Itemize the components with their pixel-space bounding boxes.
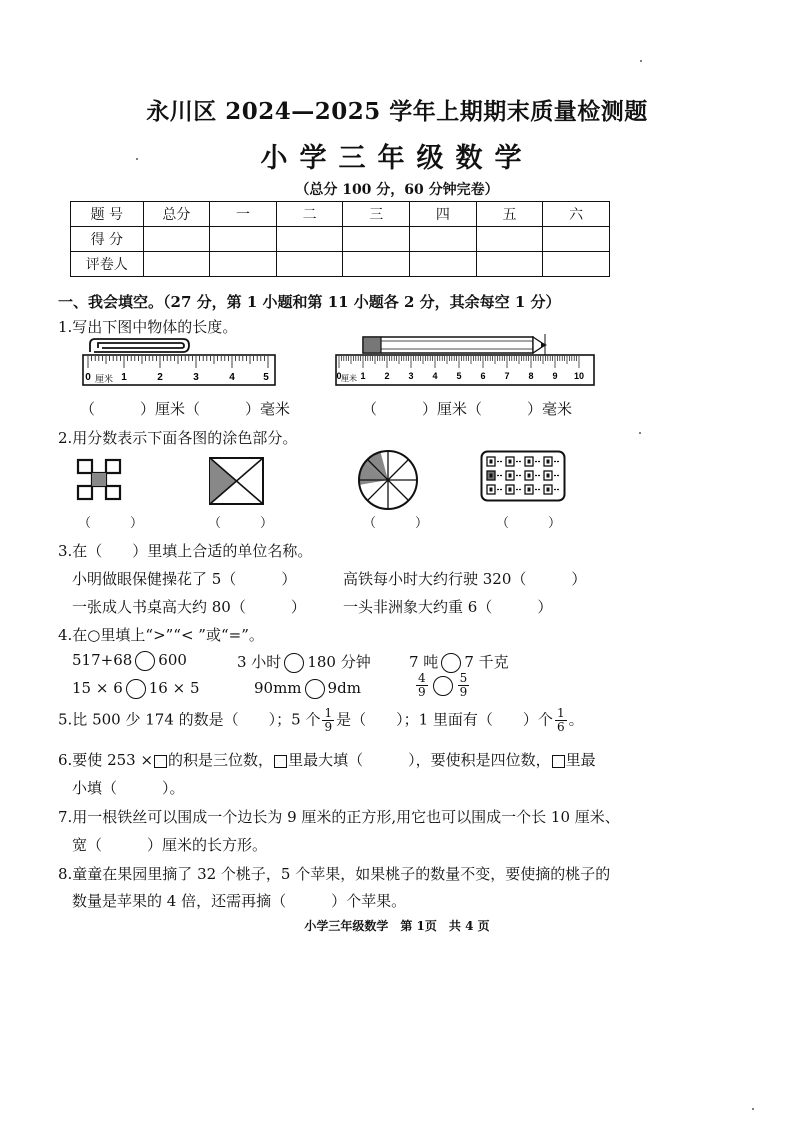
- ruler-2-tick-label: 4: [432, 371, 438, 381]
- ruler-2-tick-label: 0: [336, 371, 342, 381]
- ruler-2-tick-label: 8: [528, 371, 534, 381]
- question-6-line2[interactable]: 小填（ ）。: [72, 779, 185, 797]
- scan-speck: [639, 432, 641, 434]
- scan-speck: [640, 60, 642, 62]
- score-cell[interactable]: [343, 227, 410, 252]
- q4-compare-a: [72, 651, 187, 671]
- ruler-2-tick-label: 9: [552, 371, 558, 381]
- compare-circle[interactable]: [305, 679, 325, 699]
- grader-cell[interactable]: [343, 252, 410, 277]
- grader-cell[interactable]: [410, 252, 477, 277]
- q2-blank-4[interactable]: （ ）: [496, 516, 562, 531]
- score-header: 五: [476, 202, 543, 227]
- question-6[interactable]: 6.要使 253 × 的积是三位数， 里最大填（ ），要使积是四位数， 里最: [58, 751, 596, 769]
- grid-cell-mark: [547, 488, 550, 492]
- score-row-label: 得 分: [71, 227, 144, 252]
- compare-circle[interactable]: [441, 653, 461, 673]
- q2-blank-2[interactable]: （ ）: [208, 516, 274, 531]
- ruler-1-tick-label: 5: [263, 372, 269, 383]
- blank-box: [552, 755, 565, 768]
- ruler-1-tick-label: 1: [121, 372, 127, 383]
- fraction: $\frac{1}{9}$: [324, 706, 333, 734]
- q4-a-left: 517+68: [72, 651, 133, 669]
- question-8: 8.童童在果园里摘了 32 个桃子，5 个苹果，如果桃子的数量不变，要使摘的桃子的: [58, 865, 611, 883]
- score-cell[interactable]: [543, 227, 610, 252]
- grader-row-label: 评卷人: [71, 252, 144, 277]
- exam-note: （总分 100 分，60 分钟完卷）: [295, 182, 499, 198]
- ruler-2-tick-label: 1: [360, 371, 366, 381]
- blank-box: [274, 755, 287, 768]
- q4-compare-e: [254, 679, 361, 699]
- q4-d-left: 15 × 6: [72, 679, 123, 697]
- question-2: 2.用分数表示下面各图的涂色部分。: [58, 429, 298, 447]
- grader-cell[interactable]: [476, 252, 543, 277]
- question-1: 1.写出下图中物体的长度。: [58, 318, 238, 336]
- grid-cell-mark: [528, 474, 531, 478]
- score-header: 三: [343, 202, 410, 227]
- score-header: 二: [276, 202, 343, 227]
- ruler-2-tick-label: 5: [456, 371, 462, 381]
- q1-answer-1[interactable]: （ ）厘米（ ）毫米: [80, 400, 291, 418]
- q4-compare-b: [237, 651, 371, 673]
- shape-circle-figure: [355, 450, 421, 510]
- q1-answer-2[interactable]: （ ）厘米（ ）毫米: [362, 400, 573, 418]
- grid-cell-mark: [490, 488, 493, 492]
- page-footer: 小学三年级数学 第 1页 共 4 页: [304, 919, 490, 933]
- shape-squares-figure: [76, 458, 124, 502]
- ruler-1-tick-label: 0: [85, 372, 91, 383]
- q2-blank-3[interactable]: （ ）: [363, 516, 429, 531]
- score-cell[interactable]: [276, 227, 343, 252]
- shape-square-triangles-figure: [208, 456, 266, 506]
- compare-circle[interactable]: [135, 651, 155, 671]
- q4-b-left: 3 小时: [237, 653, 282, 671]
- exam-title: 永川区 2024—2025 学年上期期末质量检测题: [146, 98, 648, 125]
- ruler-2-tick-label: 10: [573, 371, 585, 381]
- q4-c-left: 7 吨: [409, 653, 439, 671]
- grid-cell-mark: [547, 474, 550, 478]
- q2-blank-1[interactable]: （ ）: [78, 516, 144, 531]
- grader-cell[interactable]: [210, 252, 277, 277]
- q3-item-d[interactable]: 一头非洲象大约重 6（ ）: [343, 598, 553, 616]
- ruler-pencil-figure: [333, 330, 598, 388]
- grid-cell-mark: [509, 460, 512, 464]
- grid-cell-mark: [490, 460, 493, 464]
- fraction: $\frac{5}{9}$: [459, 671, 468, 699]
- scan-speck: [752, 1108, 754, 1110]
- grid-cell-mark: [528, 460, 531, 464]
- grid-cell-mark: [490, 474, 493, 478]
- score-header: 四: [410, 202, 477, 227]
- ruler-2-tick-label: 3: [408, 371, 414, 381]
- ruler-paperclip-figure: [80, 336, 280, 388]
- pencil-icon: [363, 334, 547, 357]
- compare-circle[interactable]: [126, 679, 146, 699]
- ruler-2-tick-label: 2: [384, 371, 390, 381]
- question-4: 4.在○里填上“>”“< ”或“=”。: [58, 626, 264, 644]
- ruler-2-tick-label: 6: [480, 371, 486, 381]
- score-header: 六: [543, 202, 610, 227]
- grid-cell-mark: [509, 488, 512, 492]
- ruler-2-unit: 厘米: [341, 374, 357, 383]
- score-cell[interactable]: [210, 227, 277, 252]
- q4-e-right: 9dm: [327, 679, 361, 697]
- q4-e-left: 90mm: [254, 679, 302, 697]
- q3-item-a[interactable]: 小明做眼保健操花了 5（ ）: [72, 570, 297, 588]
- q3-item-c[interactable]: 一张成人书桌高大约 80（ ）: [72, 598, 306, 616]
- blank-box: [154, 755, 167, 768]
- q4-c-right: 7 千克: [464, 653, 509, 671]
- score-header: 总分: [143, 202, 210, 227]
- q4-b-right: 180 分钟: [307, 653, 371, 671]
- score-cell[interactable]: [143, 227, 210, 252]
- grid-cell-mark: [547, 460, 550, 464]
- compare-circle[interactable]: [433, 676, 453, 696]
- grader-cell[interactable]: [543, 252, 610, 277]
- question-7: 7.用一根铁丝可以围成一个边长为 9 厘米的正方形,用它也可以围成一个长 10 厘米、: [58, 808, 620, 826]
- ruler-1-tick-label: 4: [229, 372, 235, 383]
- section-1-heading: 一、我会填空。（27 分，第 1 小题和第 11 小题各 2 分，其余每空 1 分）: [58, 293, 561, 311]
- score-header: 一: [210, 202, 277, 227]
- q4-compare-c: [409, 651, 509, 673]
- fraction: $\frac{4}{9}$: [418, 671, 426, 699]
- exam-subtitle: 小学三年级数学: [260, 143, 534, 174]
- ruler-1-unit: 厘米: [95, 374, 114, 384]
- shape-grid-figure: [480, 450, 566, 502]
- score-header: 题 号: [71, 202, 144, 227]
- grid-cell-mark: [528, 488, 531, 492]
- q3-item-b[interactable]: 高铁每小时大约行驶 320（ ）: [343, 570, 587, 588]
- q4-d-right: 16 × 5: [148, 679, 200, 697]
- scan-speck: [136, 158, 138, 160]
- paperclip-icon: [90, 339, 189, 352]
- score-table: [70, 201, 610, 277]
- ruler-1-tick-label: 2: [157, 372, 163, 383]
- question-5[interactable]: 5.比 500 少 174 的数是（ ）；5 个 $\frac{1}{9}$ 是（ ）；1 里面有（ ）个 $\frac{1}{6}$ 。: [58, 706, 584, 734]
- grader-cell[interactable]: [276, 252, 343, 277]
- q4-compare-f: [414, 672, 471, 699]
- q4-a-right: 600: [158, 651, 187, 669]
- question-8-line2[interactable]: 数量是苹果的 4 倍，还需再摘（ ）个苹果。: [72, 892, 407, 910]
- score-cell[interactable]: [476, 227, 543, 252]
- fraction: $\frac{1}{6}$: [556, 706, 565, 734]
- compare-circle[interactable]: [284, 653, 304, 673]
- ruler-2-tick-label: 7: [504, 371, 510, 381]
- score-cell[interactable]: [410, 227, 477, 252]
- q4-compare-d: [72, 679, 200, 699]
- grid-cell-mark: [509, 474, 512, 478]
- ruler-1-tick-label: 3: [193, 372, 199, 383]
- question-3: 3.在（ ）里填上合适的单位名称。: [58, 542, 313, 560]
- question-7-line2[interactable]: 宽（ ）厘米的长方形。: [72, 836, 268, 854]
- grader-cell[interactable]: [143, 252, 210, 277]
